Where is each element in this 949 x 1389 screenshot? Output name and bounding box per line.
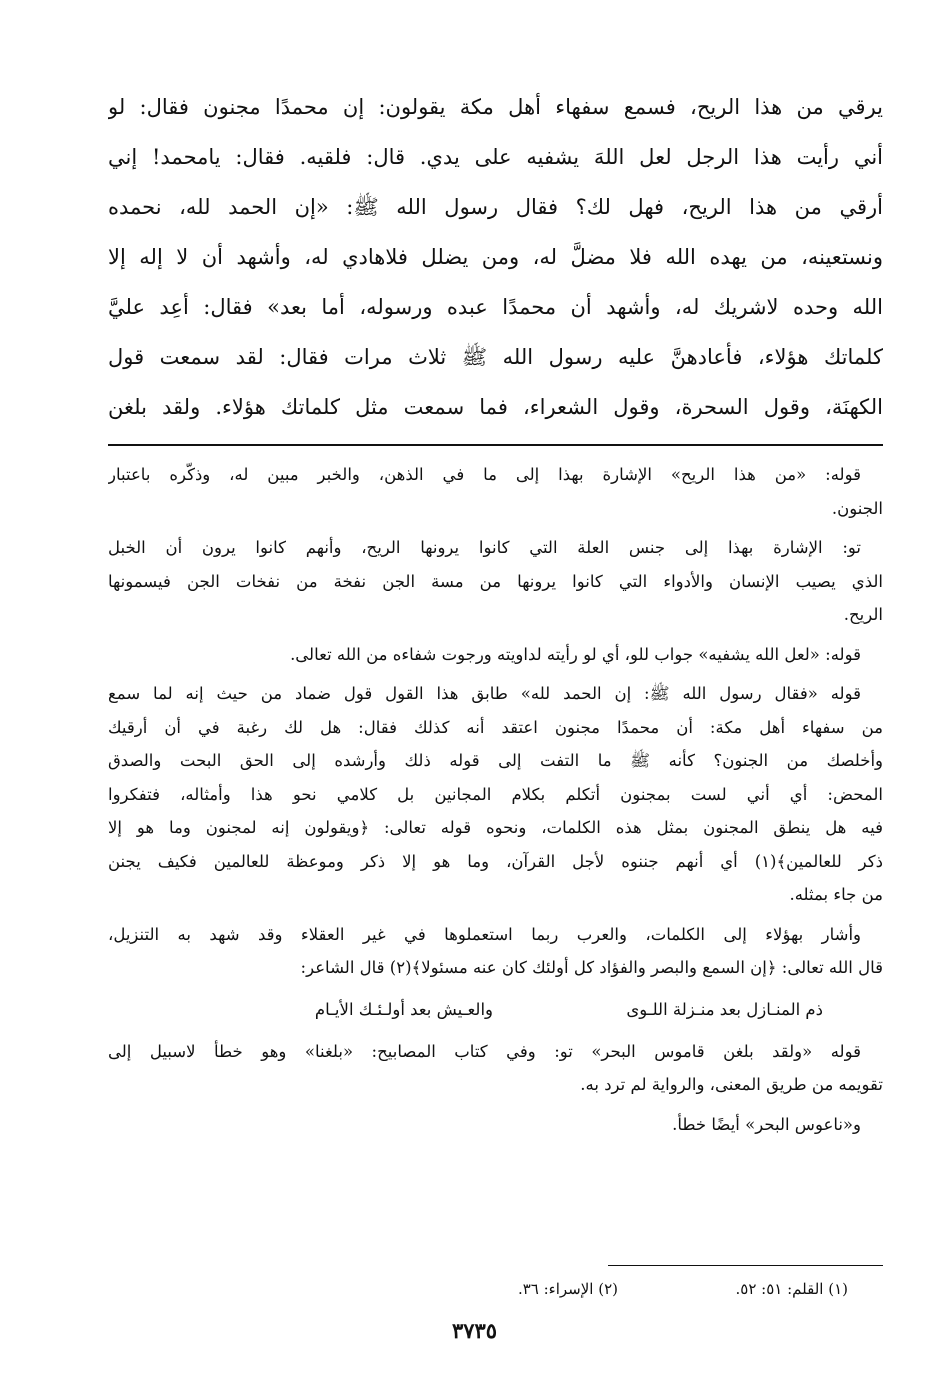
commentary-line: ذكر للعالمين﴾(١) أي أنهم جننوه لأجل القرآن، وما هو إلا ذكر وموعظة للعالمين فكيف يجنن bbox=[108, 851, 883, 871]
verse-first-hemistich: ذم المنـازل بعد منـزلة اللـوى bbox=[626, 999, 823, 1019]
main-text-line: ونستعينه، من يهده الله فلا مضلَّ له، ومن يضلل فلاهادي له، وأشهد أن لا إله إلا bbox=[108, 245, 883, 269]
main-text-line: الله وحده لاشريك له، وأشهد أن محمدًا عبده ورسوله، أما بعد» فقال: أعِد عليَّ bbox=[108, 295, 883, 319]
commentary-line: وأشار بهؤلاء إلى الكلمات، والعرب ربما استعملوها في غير العقلاء وقد شهد به التنزيل، bbox=[108, 924, 861, 944]
commentary-line: من سفهاء أهل مكة: أن محمدًا مجنون اعتقد أنه كذلك فقال: هل لك رغبة في أن أرقيك bbox=[108, 717, 883, 737]
main-text-line: أني رأيت هذا الرجل لعل اللهَ يشفيه على يدي. قال: فلقيه. فقال: يامحمد! إني bbox=[108, 145, 883, 169]
section-divider bbox=[108, 444, 883, 446]
commentary-line: الذي يصيب الإنسان والأدواء التي كانوا يرونها من مسة الجن نفخة من نفخات الجن فيسمونها bbox=[108, 571, 883, 591]
commentary-line: قوله: «لعل الله يشفيه» جواب للو، أي لو رأيته لداويته ورجوت شفاءه من الله تعالى. bbox=[290, 644, 861, 664]
commentary-line: المحض: أي أني لست بمجنون أتكلم بكلام المجانين بل كلامي نحو هذا وأمثاله، فتفكروا bbox=[108, 784, 883, 804]
page-number: ٣٧٣٥ bbox=[451, 1318, 498, 1343]
main-text-line: الكهنَة، وقول السحرة، وقول الشعراء، فما سمعت مثل كلماتك هؤلاء. ولقد بلغن bbox=[108, 395, 883, 419]
commentary-line: قوله: «من هذا الريح» الإشارة بهذا إلى ما في الذهن، والخبر مبين له، وذكّره باعتبار bbox=[108, 465, 861, 484]
commentary-paragraph bbox=[108, 677, 883, 912]
commentary-line: قال الله تعالى: ﴿إن السمع والبصر والفؤاد كل أولئك كان عنه مسئولا﴾(٢) قال الشاعر: bbox=[300, 958, 883, 977]
footnote-1: (١) القلم: ٥١: ٥٢. bbox=[735, 1280, 848, 1298]
footnote-2: (٢) الإسراء: ٣٦. bbox=[517, 1280, 618, 1298]
commentary-line: قوله «فقال رسول الله ﷺ: إن الحمد لله» طابق هذا القول قول ضماد من حيث إنه لما سمع bbox=[108, 684, 861, 703]
main-text-line: أرقي من هذا الريح، فهل لك؟ فقال رسول الله ﷺ: «إن الحمد لله، نحمده bbox=[108, 195, 883, 219]
commentary-line: و«ناعوس البحر» أيضًا خطأ. bbox=[672, 1114, 861, 1134]
commentary-line: تو: الإشارة بهذا إلى جنس العلة التي كانوا يرونها الريح، وأنهم كانوا يرون أن الخبل bbox=[108, 538, 861, 557]
commentary-paragraph bbox=[108, 638, 883, 672]
commentary-section bbox=[108, 458, 883, 1147]
poetry-verse bbox=[108, 991, 883, 1029]
commentary-line: قوله «ولقد بلغن قاموس البحر» تو: وفي كتاب المصابيح: «بلغنا» وهو خطأ لاسبيل إلى bbox=[108, 1041, 861, 1061]
commentary-paragraph bbox=[108, 1108, 883, 1142]
footnotes bbox=[108, 1273, 848, 1305]
footnote-divider bbox=[608, 1265, 883, 1266]
commentary-line: الريح. bbox=[843, 605, 883, 624]
commentary-line: الجنون. bbox=[831, 498, 883, 518]
hadith-main-text bbox=[108, 82, 883, 432]
commentary-paragraph bbox=[108, 1035, 883, 1102]
commentary-paragraph bbox=[108, 458, 883, 525]
commentary-line: تقويمه من طريق المعنى، والرواية لم ترد به. bbox=[580, 1075, 883, 1094]
main-text-line: كلماتك هؤلاء، فأعادهنَّ عليه رسول الله ﷺ ثلاث مرات فقال: لقد سمعت قول bbox=[108, 345, 883, 369]
commentary-paragraph bbox=[108, 531, 883, 632]
verse-second-hemistich: والعـيش بعد أولـئـك الأيـام bbox=[314, 999, 493, 1019]
main-text-line: يرقي من هذا الريح، فسمع سفهاء أهل مكة يقولون: إن محمدًا مجنون فقال: لو bbox=[108, 95, 883, 119]
commentary-line: من جاء بمثله. bbox=[789, 885, 883, 904]
commentary-paragraph bbox=[108, 918, 883, 985]
commentary-line: وأخلصك من الجنون؟ كأنه ﷺ ما التفت إلى قوله ذلك وأرشده إلى الحق البحت والصدق bbox=[108, 751, 883, 770]
commentary-line: فيه هل ينطق المجنون بمثل هذه الكلمات، ونحوه قوله تعالى: ﴿ويقولون إنه لمجنون وما هو إلا bbox=[108, 818, 883, 837]
